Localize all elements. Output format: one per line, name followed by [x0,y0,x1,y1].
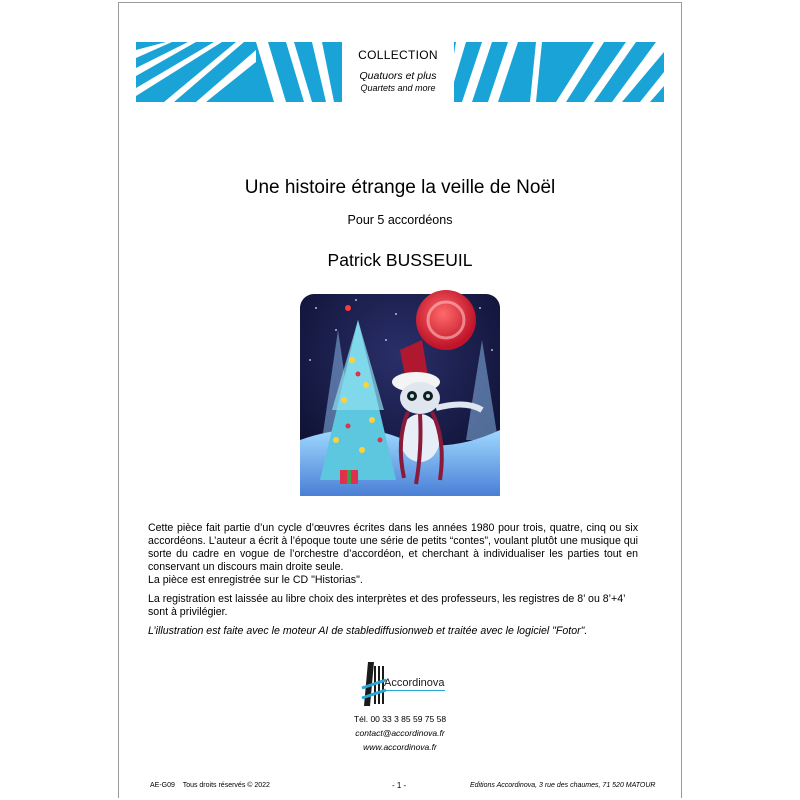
collection-label-box [342,42,454,102]
footer-rights: Tous droits réservés © 2022 [182,782,270,789]
description [148,522,638,644]
description-paragraph-1-text: Cette pièce fait partie d’un cycle d’œuvres écrites dans les années 1980 pour trois, quatre, cinq ou six accordéons. L’auteur a écrit à l’époque toute une série de petits “contes”, voulant plutôt une musique qui sorte du cadre en vogue de l’orchestre d’accordéon, et cherchant à individualiser les parties tout en conservant un discours main droite seule. [148,522,638,573]
collection-subtitle-en: Quartets and more [360,83,436,93]
collection-subtitle-fr: Quatuors et plus [359,70,437,82]
footer-ref-code: AE-G09 [150,782,175,789]
description-paragraph-1 [148,522,638,587]
footer-page-number: - 1 - [392,781,407,790]
collection-title: COLLECTION [358,48,438,62]
composer-name: Patrick BUSSEUIL [327,250,473,270]
contact-website[interactable]: www.accordinova.fr [363,742,437,752]
contact-email[interactable]: contact@accordinova.fr [355,728,445,738]
description-paragraph-2: La registration est laissée au libre choix des interprètes et des professeurs, les registres de 8’ ou 8’+4’ sont à privilégier. [148,593,626,618]
description-paragraph-3: L’illustration est faite avec le moteur AI de stablediffusionweb et traitée avec le logiciel "Fotor". [148,625,588,637]
logo-text: Accordinova [384,677,445,689]
contact-phone: Tél. 00 33 3 85 59 75 58 [353,714,447,724]
footer-reference [150,782,270,789]
description-recording-note: La pièce est enregistrée sur le CD "Historias". [148,574,363,586]
piece-instrumentation: Pour 5 accordéons [347,213,453,227]
footer-address: Editions Accordinova, 3 rue des chaumes, 71 520 MATOUR [470,782,656,789]
christmas-illustration [296,290,504,500]
piece-title: Une histoire étrange la veille de Noël [244,177,556,198]
